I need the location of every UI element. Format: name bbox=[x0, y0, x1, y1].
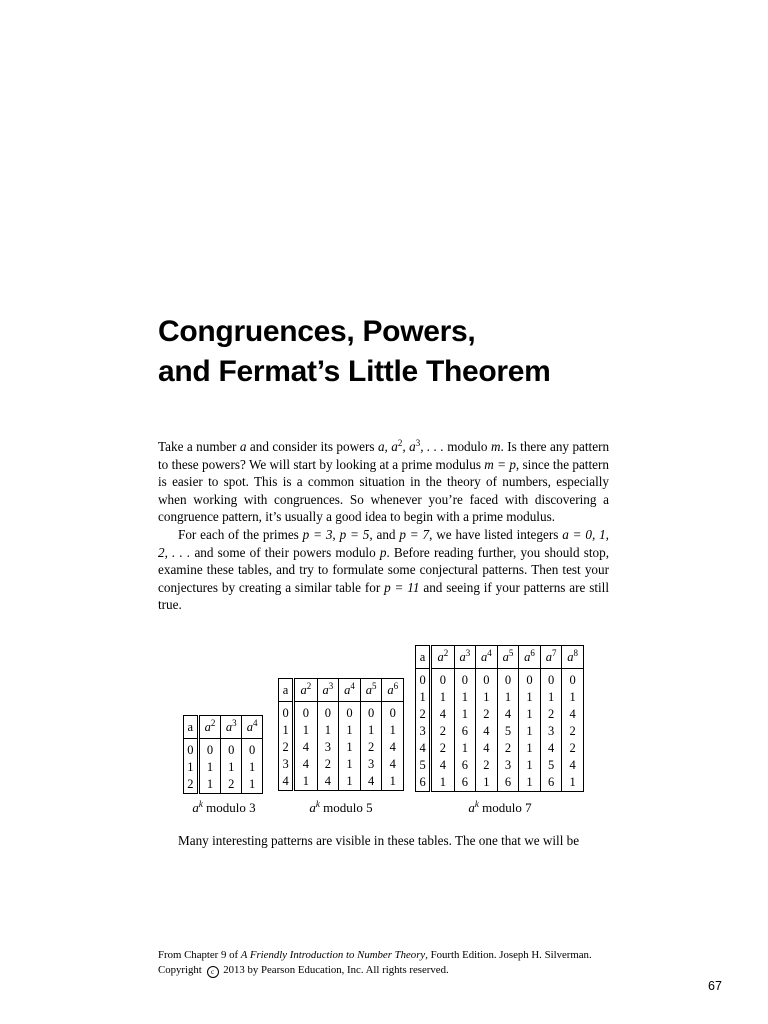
table-cell: 3 bbox=[416, 723, 431, 740]
caption-mod-7: $a^k$ modulo 7 bbox=[468, 799, 532, 815]
paragraph-2: For each of the primes p = 3, p = 5, and p = 7, we have listed integers a = 0, 1, 2, . . . and some of their powers modulo p. Before reading further, you should stop, examine these tables, and try to formulate some conjectural patterns. Then test your conjectures by creating a similar table for p = 11 and seeing if your patterns are still true. bbox=[158, 526, 610, 613]
table-cell: 4 bbox=[294, 756, 317, 773]
table-cell: 1 bbox=[339, 722, 361, 739]
header-cell: $a^6$ bbox=[519, 646, 541, 669]
table-cell: 0 bbox=[339, 702, 361, 723]
copyright-icon: c bbox=[207, 966, 219, 978]
table-cell: 6 bbox=[416, 774, 431, 792]
source-line: From Chapter 9 of A Friendly Introduction to Number Theory, Fourth Edition. Joseph H. Silverman. bbox=[158, 949, 592, 961]
table-cell: 2 bbox=[431, 723, 454, 740]
table-cell: 0 bbox=[242, 739, 263, 760]
table-cell: 1 bbox=[242, 776, 263, 794]
table-cell: 1 bbox=[198, 776, 221, 794]
table-cell: 4 bbox=[562, 757, 584, 774]
header-cell: $a^2$ bbox=[294, 679, 317, 702]
table-cell: 1 bbox=[198, 759, 221, 776]
table-cell: 6 bbox=[497, 774, 519, 792]
table-cell: 1 bbox=[294, 773, 317, 791]
table-cell: 1 bbox=[339, 739, 361, 756]
table-cell: 2 bbox=[476, 757, 498, 774]
table-cell: 1 bbox=[416, 689, 431, 706]
table-cell: 1 bbox=[540, 689, 562, 706]
chapter-title bbox=[158, 312, 658, 392]
table-cell: 3 bbox=[279, 756, 294, 773]
chapter-title-line-2: and Fermat’s Little Theorem bbox=[158, 355, 551, 388]
table-cell: 1 bbox=[519, 757, 541, 774]
table-cell: 6 bbox=[454, 723, 476, 740]
table-cell: 4 bbox=[382, 756, 404, 773]
table-cell: 0 bbox=[360, 702, 382, 723]
table-cell: 1 bbox=[242, 759, 263, 776]
table-cell: 1 bbox=[360, 722, 382, 739]
table-cell: 1 bbox=[431, 774, 454, 792]
table-cell: 1 bbox=[476, 689, 498, 706]
table-row bbox=[416, 757, 584, 774]
table-cell: 0 bbox=[519, 669, 541, 690]
table-cell: 4 bbox=[360, 773, 382, 791]
header-cell: $a^5$ bbox=[497, 646, 519, 669]
table-cell: 0 bbox=[294, 702, 317, 723]
header-cell: $a^4$ bbox=[242, 716, 263, 739]
header-cell: $a^7$ bbox=[540, 646, 562, 669]
table-cell: 4 bbox=[431, 757, 454, 774]
table-row bbox=[416, 706, 584, 723]
table-cell: 6 bbox=[454, 757, 476, 774]
table-cell: 1 bbox=[519, 740, 541, 757]
table-cell: 2 bbox=[184, 776, 199, 794]
header-cell: a bbox=[279, 679, 294, 702]
table-row bbox=[416, 723, 584, 740]
table-cell: 2 bbox=[360, 739, 382, 756]
table-cell: 4 bbox=[476, 740, 498, 757]
table-cell: 1 bbox=[221, 759, 242, 776]
table-cell: 2 bbox=[221, 776, 242, 794]
table-cell: 1 bbox=[294, 722, 317, 739]
table-row bbox=[416, 689, 584, 706]
table-cell: 2 bbox=[476, 706, 498, 723]
table-cell: 1 bbox=[519, 723, 541, 740]
table-cell: 4 bbox=[416, 740, 431, 757]
copyright-line: Copyright c 2013 by Pearson Education, Inc. All rights reserved. bbox=[158, 964, 449, 976]
header-cell: a bbox=[184, 716, 199, 739]
header-cell: $a^4$ bbox=[339, 679, 361, 702]
powers-table-mod-3 bbox=[183, 715, 263, 794]
header-cell: $a^6$ bbox=[382, 679, 404, 702]
table-cell: 4 bbox=[382, 739, 404, 756]
table-cell: 1 bbox=[454, 689, 476, 706]
caption-mod-5: $a^k$ modulo 5 bbox=[309, 799, 373, 815]
table-cell: 2 bbox=[416, 706, 431, 723]
table-row bbox=[279, 722, 404, 739]
header-cell: $a^8$ bbox=[562, 646, 584, 669]
table-cell: 0 bbox=[431, 669, 454, 690]
table-cell: 0 bbox=[382, 702, 404, 723]
table-cell: 1 bbox=[339, 773, 361, 791]
table-cell: 2 bbox=[279, 739, 294, 756]
table-row bbox=[279, 756, 404, 773]
table-cell: 6 bbox=[454, 774, 476, 792]
table-cell: 4 bbox=[431, 706, 454, 723]
header-cell: $a^3$ bbox=[454, 646, 476, 669]
table-cell: 5 bbox=[497, 723, 519, 740]
table-cell: 1 bbox=[562, 774, 584, 792]
table-cell: 1 bbox=[454, 740, 476, 757]
header-cell: $a^3$ bbox=[317, 679, 339, 702]
table-cell: 2 bbox=[431, 740, 454, 757]
header-cell: $a^4$ bbox=[476, 646, 498, 669]
powers-table-mod-5 bbox=[278, 678, 404, 791]
table-cell: 1 bbox=[184, 759, 199, 776]
table-cell: 2 bbox=[562, 740, 584, 757]
table-cell: 3 bbox=[317, 739, 339, 756]
powers-table-mod-7 bbox=[415, 645, 584, 792]
table-cell: 0 bbox=[497, 669, 519, 690]
table-row bbox=[416, 774, 584, 792]
continuation-text: Many interesting patterns are visible in these tables. The one that we will be bbox=[178, 833, 580, 848]
table-cell: 1 bbox=[431, 689, 454, 706]
page-number: 67 bbox=[708, 979, 722, 993]
table-cell: 5 bbox=[416, 757, 431, 774]
table-cell: 1 bbox=[562, 689, 584, 706]
chapter-title-line-1: Congruences, Powers, bbox=[158, 315, 476, 348]
table-cell: 0 bbox=[184, 739, 199, 760]
table-cell: 0 bbox=[198, 739, 221, 760]
table-cell: 0 bbox=[454, 669, 476, 690]
paragraph-1: Take a number a and consider its powers a, $a^2$, $a^3$, . . . modulo m. Is there any pattern to these powers? We will start by looking at a prime modulus m = p, since the pattern is easier to spot. This is a common situation in the theory of numbers, especially when working with congruences. So whenever you’re faced with discovering a congruence pattern, it’s usually a good idea to begin with a prime modulus. bbox=[158, 438, 610, 525]
table-cell: 0 bbox=[476, 669, 498, 690]
header-cell: $a^3$ bbox=[221, 716, 242, 739]
table-cell: 1 bbox=[519, 774, 541, 792]
header-cell: $a^2$ bbox=[198, 716, 221, 739]
table-cell: 2 bbox=[497, 740, 519, 757]
table-cell: 3 bbox=[497, 757, 519, 774]
table-cell: 0 bbox=[540, 669, 562, 690]
table-cell: 1 bbox=[317, 722, 339, 739]
source-footer bbox=[158, 948, 628, 978]
table-row bbox=[184, 759, 263, 776]
table-row bbox=[279, 739, 404, 756]
table-row bbox=[184, 776, 263, 794]
table-cell: 2 bbox=[540, 706, 562, 723]
table-cell: 1 bbox=[519, 706, 541, 723]
table-cell: 1 bbox=[382, 773, 404, 791]
table-row bbox=[416, 740, 584, 757]
table-cell: 4 bbox=[317, 773, 339, 791]
table-cell: 0 bbox=[221, 739, 242, 760]
table-cell: 3 bbox=[360, 756, 382, 773]
table-cell: 1 bbox=[519, 689, 541, 706]
table-cell: 1 bbox=[454, 706, 476, 723]
table-cell: 4 bbox=[540, 740, 562, 757]
table-cell: 1 bbox=[339, 756, 361, 773]
table-cell: 4 bbox=[294, 739, 317, 756]
header-cell: $a^2$ bbox=[431, 646, 454, 669]
table-cell: 1 bbox=[279, 722, 294, 739]
table-cell: 4 bbox=[497, 706, 519, 723]
table-cell: 0 bbox=[562, 669, 584, 690]
header-cell: $a^5$ bbox=[360, 679, 382, 702]
caption-mod-3: $a^k$ modulo 3 bbox=[192, 799, 256, 815]
header-cell: a bbox=[416, 646, 431, 669]
table-cell: 4 bbox=[562, 706, 584, 723]
body-text bbox=[158, 438, 609, 614]
table-row bbox=[279, 773, 404, 791]
table-cell: 1 bbox=[497, 689, 519, 706]
table-cell: 4 bbox=[476, 723, 498, 740]
table-cell: 6 bbox=[540, 774, 562, 792]
table-cell: 2 bbox=[317, 756, 339, 773]
table-cell: 4 bbox=[279, 773, 294, 791]
table-row bbox=[416, 669, 584, 690]
table-row bbox=[279, 702, 404, 723]
table-row bbox=[184, 739, 263, 760]
table-cell: 0 bbox=[416, 669, 431, 690]
table-cell: 2 bbox=[562, 723, 584, 740]
table-cell: 3 bbox=[540, 723, 562, 740]
table-cell: 1 bbox=[382, 722, 404, 739]
table-cell: 5 bbox=[540, 757, 562, 774]
table-cell: 0 bbox=[279, 702, 294, 723]
table-cell: 1 bbox=[476, 774, 498, 792]
table-cell: 0 bbox=[317, 702, 339, 723]
